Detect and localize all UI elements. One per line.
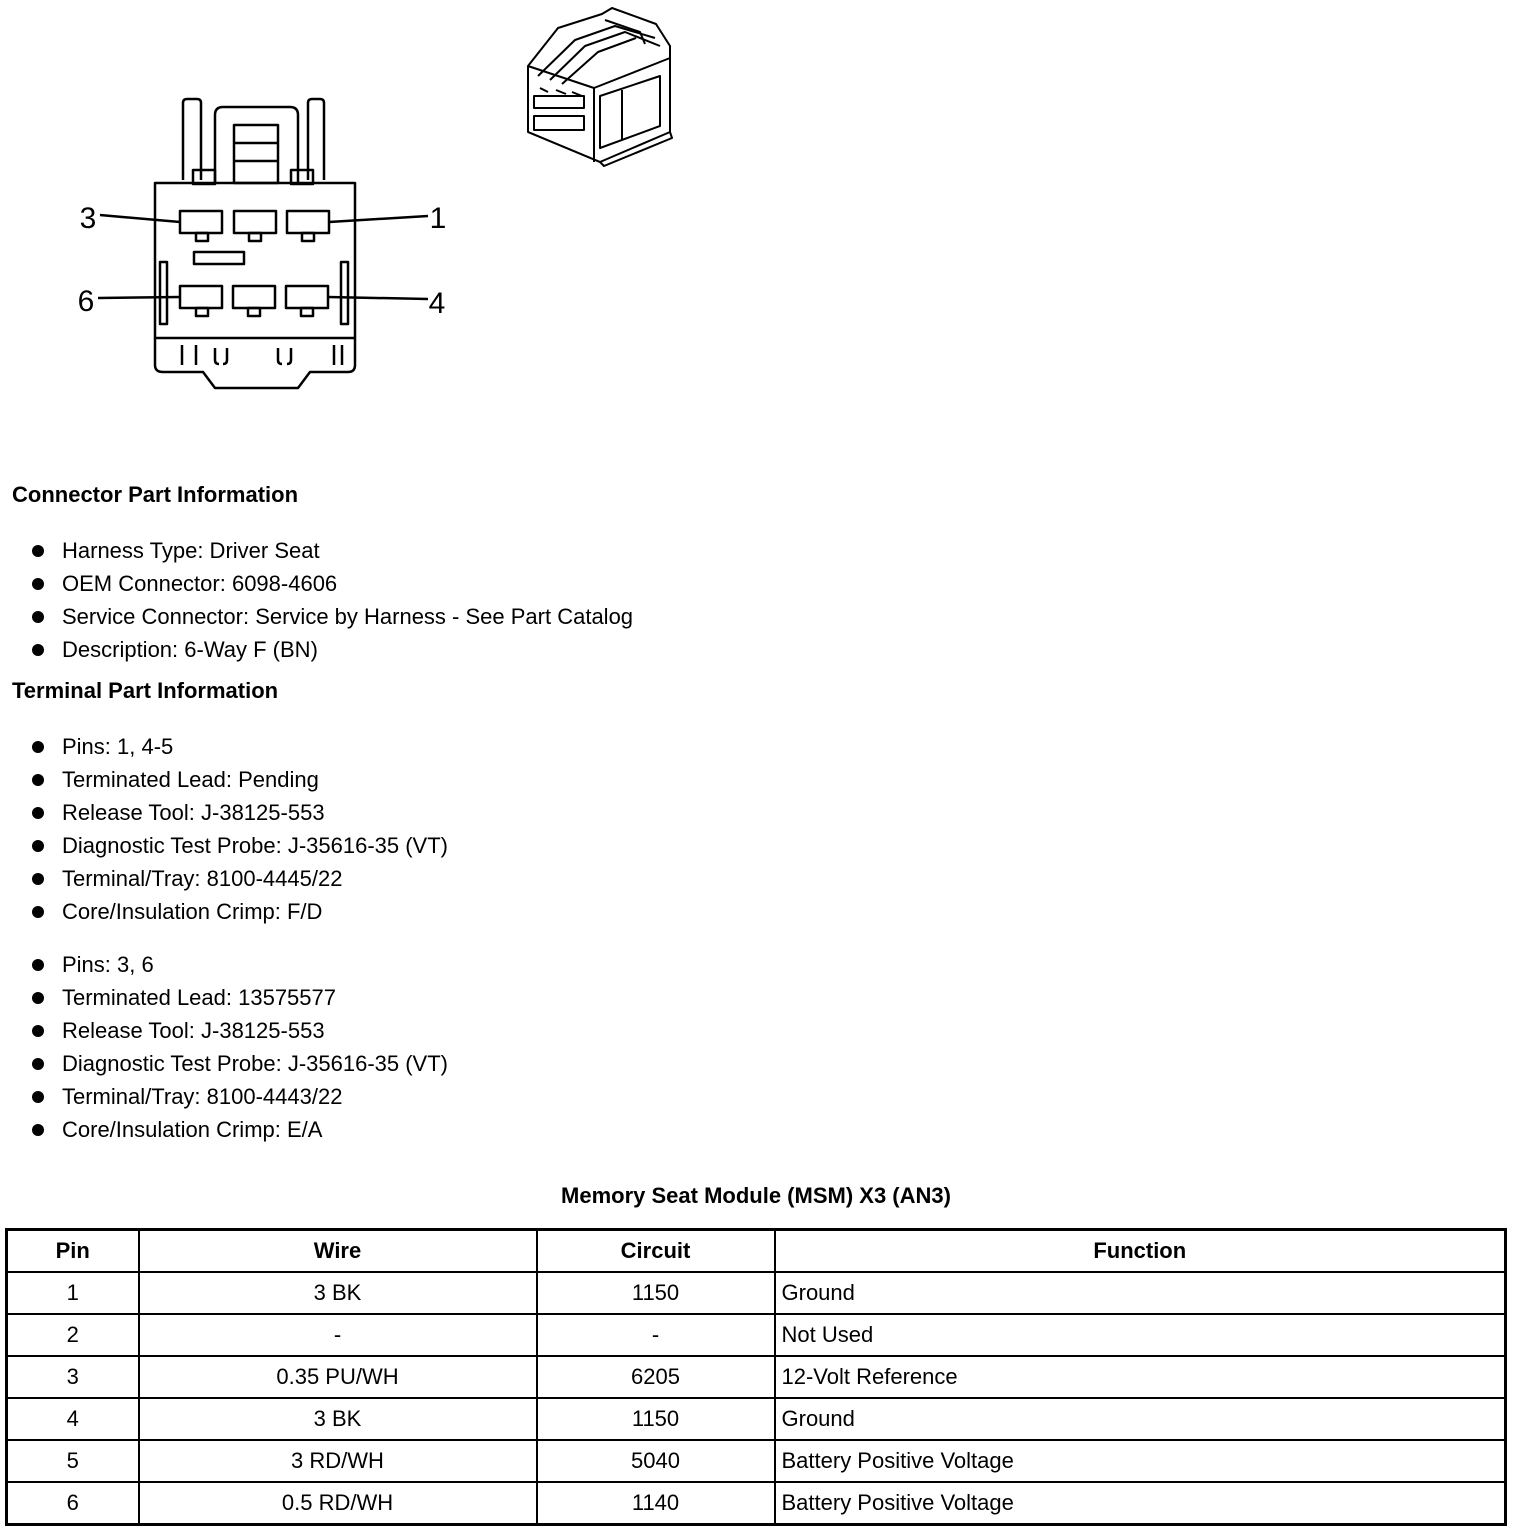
list-item: Terminal/Tray: 8100-4445/22	[30, 862, 448, 895]
wire-cell: 0.35 PU/WH	[139, 1356, 537, 1398]
circuit-cell: 1150	[537, 1398, 775, 1440]
function-cell: Battery Positive Voltage	[775, 1440, 1506, 1482]
center-lock-window	[234, 125, 278, 183]
table-row	[7, 1440, 1506, 1482]
pin-label-6: 6	[77, 285, 95, 318]
pin-cell: 5	[7, 1440, 139, 1482]
circuit-cell: 5040	[537, 1440, 775, 1482]
circuit-cell: 1140	[537, 1482, 775, 1525]
table-row	[7, 1356, 1506, 1398]
wire-cell: 3 BK	[139, 1272, 537, 1314]
wire-cell: -	[139, 1314, 537, 1356]
column-header-pin: Pin	[7, 1230, 139, 1273]
table-row	[7, 1398, 1506, 1440]
pinout-table	[5, 1228, 1507, 1526]
connector-diagram	[0, 0, 700, 420]
cavity-4	[286, 286, 328, 308]
column-header-circuit: Circuit	[537, 1230, 775, 1273]
list-item: Diagnostic Test Probe: J-35616-35 (VT)	[30, 829, 448, 862]
list-item: OEM Connector: 6098-4606	[30, 567, 633, 600]
right-latch-post	[308, 99, 324, 180]
left-latch-post	[183, 99, 201, 180]
pin-cell: 1	[7, 1272, 139, 1314]
connector-part-information-title: Connector Part Information	[12, 482, 299, 507]
pin-label-4: 4	[428, 287, 446, 320]
terminal-group-2-list	[30, 948, 448, 1146]
list-item: Terminal/Tray: 8100-4443/22	[30, 1080, 448, 1113]
circuit-cell: -	[537, 1314, 775, 1356]
function-cell: 12-Volt Reference	[775, 1356, 1506, 1398]
pin-cell: 3	[7, 1356, 139, 1398]
cavity-6	[180, 286, 222, 308]
wire-cell: 3 RD/WH	[139, 1440, 537, 1482]
pin-cell: 2	[7, 1314, 139, 1356]
wire-cell: 0.5 RD/WH	[139, 1482, 537, 1525]
wire-cell: 3 BK	[139, 1398, 537, 1440]
table-row	[7, 1314, 1506, 1356]
table-row	[7, 1272, 1506, 1314]
circuit-cell: 1150	[537, 1272, 775, 1314]
list-item: Service Connector: Service by Harness - See Part Catalog	[30, 600, 633, 633]
connector-part-information-list	[30, 534, 633, 666]
column-header-function: Function	[775, 1230, 1506, 1273]
cavity-2	[234, 211, 276, 233]
list-item: Diagnostic Test Probe: J-35616-35 (VT)	[30, 1047, 448, 1080]
cavity-3	[180, 211, 222, 233]
list-item: Description: 6-Way F (BN)	[30, 633, 633, 666]
list-item: Release Tool: J-38125-553	[30, 1014, 448, 1047]
list-item: Release Tool: J-38125-553	[30, 796, 448, 829]
function-cell: Not Used	[775, 1314, 1506, 1356]
list-item: Terminated Lead: Pending	[30, 763, 448, 796]
terminal-group-1-list	[30, 730, 448, 928]
list-item: Pins: 1, 4-5	[30, 730, 448, 763]
column-header-wire: Wire	[139, 1230, 537, 1273]
list-item: Core/Insulation Crimp: F/D	[30, 895, 448, 928]
table-title: Memory Seat Module (MSM) X3 (AN3)	[561, 1183, 951, 1208]
function-cell: Battery Positive Voltage	[775, 1482, 1506, 1525]
table-header-row	[7, 1230, 1506, 1273]
cavity-1	[287, 211, 329, 233]
list-item: Harness Type: Driver Seat	[30, 534, 633, 567]
pin-cell: 4	[7, 1398, 139, 1440]
pin-label-3: 3	[79, 202, 97, 235]
function-cell: Ground	[775, 1398, 1506, 1440]
circuit-cell: 6205	[537, 1356, 775, 1398]
list-item: Pins: 3, 6	[30, 948, 448, 981]
key-slot	[194, 252, 244, 264]
function-cell: Ground	[775, 1272, 1506, 1314]
pin-cell: 6	[7, 1482, 139, 1525]
list-item: Terminated Lead: 13575577	[30, 981, 448, 1014]
pin-label-1: 1	[429, 202, 447, 235]
connector-isometric-view	[528, 8, 672, 166]
terminal-part-information-title: Terminal Part Information	[12, 678, 279, 703]
center-lock	[215, 107, 298, 183]
list-item: Core/Insulation Crimp: E/A	[30, 1113, 448, 1146]
cavity-5	[233, 286, 275, 308]
table-row	[7, 1482, 1506, 1525]
